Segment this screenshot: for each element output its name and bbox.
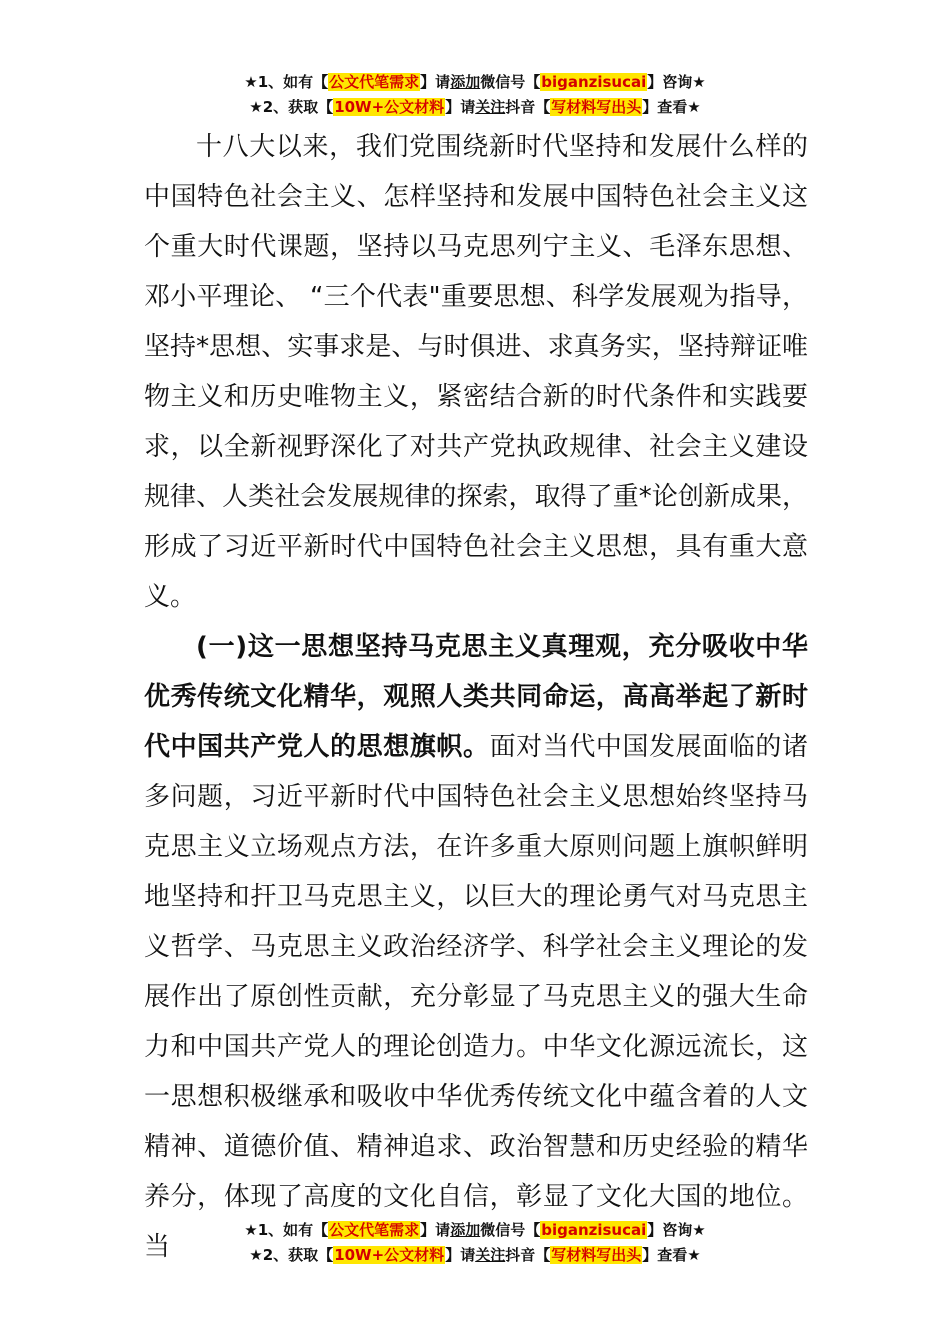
highlight-service: 公文代笔需求 [329,73,420,91]
banner-text: 抖音【 [505,1246,551,1264]
banner-line-2 [0,1243,950,1268]
document-body [144,122,808,1272]
banner-text: ★2、获取【 [249,98,334,116]
highlight-wechat-id: biganzisucai [541,1221,647,1239]
header-banner [0,70,950,120]
banner-text: 微信号【 [480,1221,541,1239]
highlight-service: 公文代笔需求 [329,1221,420,1239]
banner-text: 】请 [445,98,476,116]
banner-line-2 [0,95,950,120]
banner-text: 】咨询★ [647,1221,706,1239]
banner-text: 】查看★ [642,1246,701,1264]
banner-text: 】请 [420,73,451,91]
banner-underlined-text: 添加 [450,73,481,91]
banner-text: 微信号【 [480,73,541,91]
paragraph-intro: 十八大以来，我们党围绕新时代坚持和发展什么样的中国特色社会主义、怎样坚持和发展中国特色社会主义这个重大时代课题，坚持以马克思列宁主义、毛泽东思想、邓小平理论、 “三个代表"重要思想、科学发展观为指导，坚持*思想、实事求是、与时俱进、求真务实，坚持辩证唯物主义和历史唯物主义，紧密结合新的时代条件和实践要求，以全新视野深化了对共产党执政规律、社会主义建设规律、人类社会发展规律的探索，取得了重*论创新成果，形成了习近平新时代中国特色社会主义思想，具有重大意义。 [144,132,808,612]
footer-banner [0,1218,950,1268]
highlight-materials: 10W+公文材料 [334,98,445,116]
banner-text: ★2、获取【 [249,1246,334,1264]
banner-line-1 [0,70,950,95]
highlight-douyin-id: 写材料写出头 [551,98,642,116]
highlight-wechat-id: biganzisucai [541,73,647,91]
banner-line-1 [0,1218,950,1243]
section-body-text: 面对当代中国发展面临的诸多问题，习近平新时代中国特色社会主义思想始终坚持马克思主义立场观点方法，在许多重大原则问题上旗帜鲜明地坚持和扞卫马克思主义，以巨大的理论勇气对马克思主义哲学、马克思主义政治经济学、科学社会主义理论的发展作出了原创性贡献，充分彰显了马克思主义的强大生命力和中国共产党人的理论创造力。中华文化源远流长，这一思想积极继承和吸收中华优秀传统文化中蕴含着的人文精神、道德价值、精神追求、政治智慧和历史经验的精华养分，体现了高度的文化自信，彰显了文化大国的地位。当 [144,732,808,1262]
banner-text: 】咨询★ [647,73,706,91]
highlight-materials: 10W+公文材料 [334,1246,445,1264]
banner-text: 】请 [420,1221,451,1239]
banner-underlined-text: 关注 [475,98,506,116]
highlight-douyin-id: 写材料写出头 [551,1246,642,1264]
banner-text: 】查看★ [642,98,701,116]
banner-text: 】请 [445,1246,476,1264]
paragraph-section-1 [144,622,808,1272]
banner-text: ★1、如有【 [244,73,329,91]
banner-underlined-text: 添加 [450,1221,481,1239]
banner-text: 抖音【 [505,98,551,116]
section-heading: (一)这一思想坚持马克思主义真理观，充分吸收中华优秀传统文化精华，观照人类共同命运，高高举起了新时代中国共产党人的思想旗帜。 [144,632,808,762]
banner-text: ★1、如有【 [244,1221,329,1239]
banner-underlined-text: 关注 [475,1246,506,1264]
